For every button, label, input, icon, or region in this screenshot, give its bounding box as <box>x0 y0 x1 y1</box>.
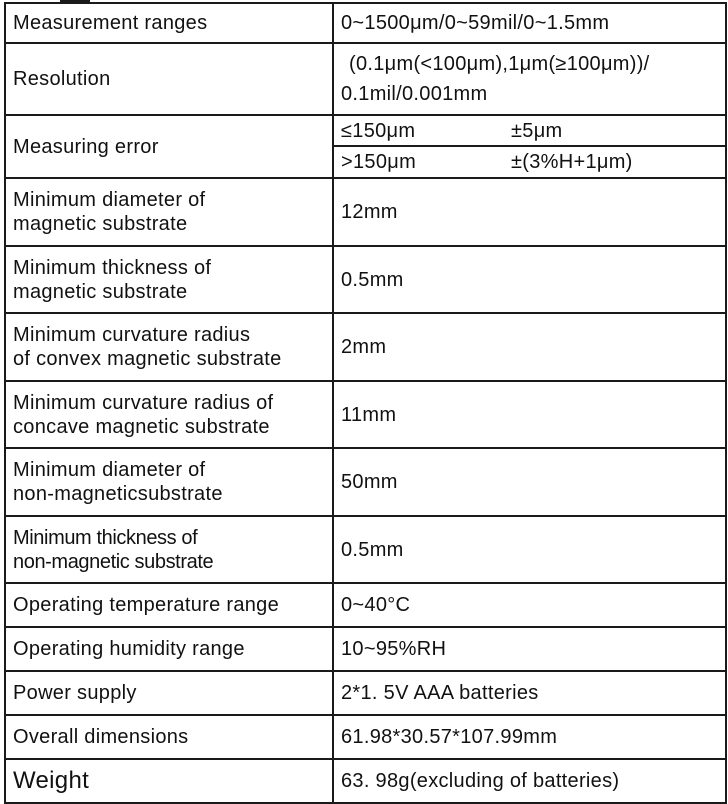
table-row <box>5 43 726 115</box>
table-row <box>5 115 726 146</box>
row-value: 0~1500μm/0~59mil/0~1.5mm <box>333 3 726 43</box>
table-row <box>5 583 726 627</box>
row-value: 10~95%RH <box>333 627 726 671</box>
row-value: 63. 98g(excluding of batteries) <box>333 759 726 803</box>
table-row <box>5 671 726 715</box>
row-label: Measurement ranges <box>5 3 333 43</box>
table-row <box>5 178 726 246</box>
row-value: 2*1. 5V AAA batteries <box>333 671 726 715</box>
row-value: 12mm <box>333 178 726 246</box>
table-row <box>5 759 726 803</box>
label-line: Minimum diameter of <box>13 459 206 481</box>
table-row <box>5 448 726 516</box>
table-row <box>5 516 726 583</box>
row-value: 0.5mm <box>333 246 726 313</box>
error-value: ±5μm <box>511 119 563 142</box>
row-value <box>333 43 726 115</box>
table-row <box>5 313 726 381</box>
row-value <box>333 115 726 146</box>
row-label: Operating humidity range <box>5 627 333 671</box>
label-line: non-magnetic substrate <box>13 550 214 573</box>
row-label: Overall dimensions <box>5 715 333 759</box>
row-value: 11mm <box>333 381 726 448</box>
label-line: concave magnetic substrate <box>13 415 270 438</box>
label-line: Minimum thickness of <box>13 526 198 549</box>
error-condition: >150μm <box>341 151 417 173</box>
resolution-line: 0.1mil/0.001mm <box>341 83 488 105</box>
row-value: 50mm <box>333 448 726 516</box>
row-label: Operating temperature range <box>5 583 333 627</box>
label-line: of convex magnetic substrate <box>13 348 282 370</box>
error-value: ±(3%H+1μm) <box>511 151 633 173</box>
row-label: Power supply <box>5 671 333 715</box>
label-line: magnetic substrate <box>13 280 188 303</box>
resolution-line: (0.1μm(<100μm),1μm(≥100μm))/ <box>349 53 650 75</box>
row-label <box>5 759 333 803</box>
row-label <box>5 516 333 583</box>
table-row <box>5 381 726 448</box>
row-label <box>5 448 333 516</box>
row-label <box>5 178 333 246</box>
row-label: Measuring error <box>5 115 333 178</box>
label-line: Minimum curvature radius of <box>13 391 274 414</box>
row-value: 61.98*30.57*107.99mm <box>333 715 726 759</box>
row-label <box>5 313 333 381</box>
label-line: Minimum diameter of <box>13 189 206 211</box>
row-value: 0~40°C <box>333 583 726 627</box>
row-label <box>5 381 333 448</box>
table-row <box>5 246 726 313</box>
table-row <box>5 715 726 759</box>
row-value: 2mm <box>333 313 726 381</box>
weight-label: Weight <box>13 766 90 794</box>
table-row <box>5 627 726 671</box>
label-line: Minimum thickness of <box>13 256 212 279</box>
specification-table <box>4 2 727 804</box>
label-line: non-magneticsubstrate <box>13 483 223 505</box>
error-condition: ≤150μm <box>341 119 416 142</box>
label-line: Minimum curvature radius <box>13 324 251 346</box>
row-label <box>5 246 333 313</box>
row-value <box>333 146 726 178</box>
row-label: Resolution <box>5 43 333 115</box>
label-line: magnetic substrate <box>13 213 188 235</box>
table-row <box>5 3 726 43</box>
row-value: 0.5mm <box>333 516 726 583</box>
